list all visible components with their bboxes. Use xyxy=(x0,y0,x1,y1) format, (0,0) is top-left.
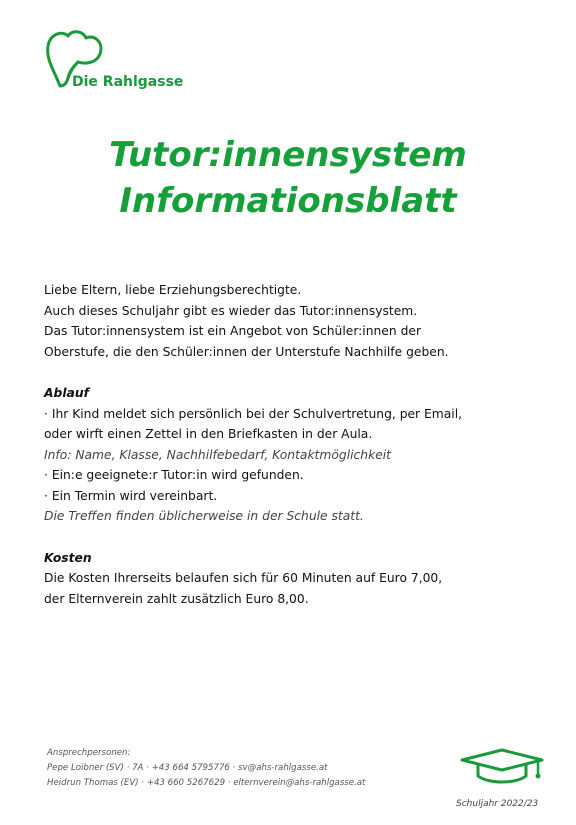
contact-footer xyxy=(47,746,365,791)
intro-line-3: Das Tutor:innensystem ist ein Angebot von Schüler:innen der xyxy=(44,324,422,338)
contact-1: Pepe Loibner (SV) · 7A · +43 664 5795776 · sv@ahs-rahlgasse.at xyxy=(47,763,328,773)
school-year: Schuljahr 2022/23 xyxy=(456,799,539,809)
title-line-2: Informationsblatt xyxy=(119,181,457,221)
ablauf-note: Die Treffen finden üblicherweise in der Schule statt. xyxy=(44,509,364,523)
graduation-cap-icon xyxy=(458,746,546,786)
school-logo xyxy=(40,26,190,96)
ablauf-line-2: oder wirft einen Zettel in den Briefkasten in der Aula. xyxy=(44,427,373,441)
ablauf-info: Info: Name, Klasse, Nachhilfebedarf, Kontaktmöglichkeit xyxy=(44,447,392,462)
page-title xyxy=(0,132,576,224)
ablauf-heading: Ablauf xyxy=(44,386,89,400)
kosten-line-1: Die Kosten Ihrerseits belaufen sich für 60 Minuten auf Euro 7,00, xyxy=(44,571,443,585)
ablauf-line-3: · Ein:e geeignete:r Tutor:in wird gefunden. xyxy=(44,468,304,482)
main-content xyxy=(44,280,544,609)
ablauf-line-1: · Ihr Kind meldet sich persönlich bei der Schulvertretung, per Email, xyxy=(44,406,463,421)
ablauf-line-4: · Ein Termin wird vereinbart. xyxy=(44,488,218,503)
intro-line-2: Auch dieses Schuljahr gibt es wieder das Tutor:innensystem. xyxy=(44,303,418,318)
intro-line-4: Oberstufe, die den Schüler:innen der Unterstufe Nachhilfe geben. xyxy=(44,344,449,359)
contact-2: Heidrun Thomas (EV) · +43 660 5267629 · elternverein@ahs-rahlgasse.at xyxy=(47,778,366,788)
title-line-1: Tutor:innensystem xyxy=(109,135,467,175)
logo-text: Die Rahlgasse xyxy=(72,74,184,90)
kosten-heading: Kosten xyxy=(44,550,92,565)
kosten-line-2: der Elternverein zahlt zusätzlich Euro 8,00. xyxy=(44,591,309,606)
intro-line-1: Liebe Eltern, liebe Erziehungsberechtigte. xyxy=(44,283,302,297)
contact-label: Ansprechpersonen: xyxy=(47,748,131,758)
